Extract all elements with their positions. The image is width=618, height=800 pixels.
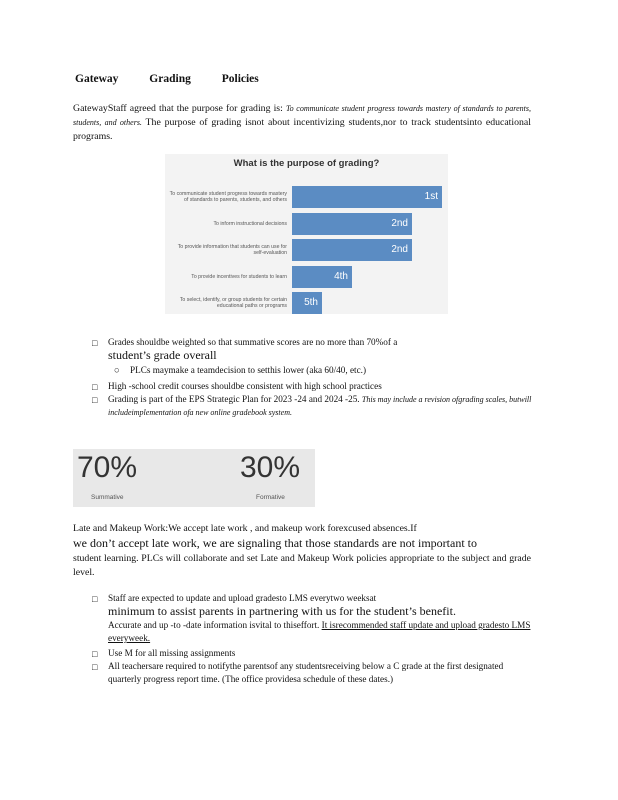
bar [292, 186, 442, 208]
late-work-paragraph [73, 522, 531, 580]
list-item [92, 660, 532, 686]
purpose-tail: The purpose of grading isnot about incentivizing students,nor to track studentsinto educational programs. [73, 117, 531, 142]
list-item [92, 393, 532, 419]
bar [292, 213, 412, 235]
bar-row [165, 292, 448, 314]
bullet-text: Use M for all missing assignments [108, 648, 236, 658]
bullet-text: minimum to assist parents in partnering with us for the student’s benefit. [108, 604, 456, 618]
bullet-icon: □ [92, 338, 98, 348]
bar-category-label: To inform instructional decisions [213, 220, 287, 227]
bullet-text: All teachersare required to notifythe parentsof any studentsreceiving below a C grade at the first designated quarterly progress report time. (The office providesa schedule of these dates.) [108, 661, 504, 684]
bullet-text: student’s grade overall [108, 348, 217, 362]
late-work-text: Late and Makeup Work:We accept late work , and makeup work forexcused absences.If [73, 523, 417, 534]
bullet-text: Grades shouldbe weighted so that summative scores are no more than 70%of a [108, 337, 398, 347]
bar-category-label: To communicate student progress towards mastery of standards to parents, students, and others [169, 191, 287, 203]
bar-row [165, 213, 448, 235]
list-item [92, 592, 532, 645]
bar-category-label: To provide incentives for students to learn [191, 273, 287, 280]
purpose-statement: To communicate student progress towards mastery of standards to parents, students, and others. [73, 104, 531, 127]
bullet-text: This may include a revision ofgrading scales, butwill includeimplementation ofa new online gradebook system. [108, 395, 532, 417]
bar-category-label: To select, identify, or group students for certain educational paths or programs [179, 297, 287, 309]
bullet-icon: □ [92, 594, 98, 604]
bullet-text: Accurate and up -to -date information isvital to thiseffort. [108, 620, 322, 630]
bar [292, 239, 412, 261]
bullet-icon: □ [92, 662, 98, 672]
staff-expectations-list [92, 592, 532, 686]
bar [292, 292, 322, 314]
bar-category-label: To provide information that students can use for self-evaluation [177, 244, 287, 256]
formative-percent: 30% [240, 451, 301, 484]
list-item [92, 364, 532, 377]
page-title: Gateway Grading Policies [75, 73, 259, 85]
bar-rank-label: 4th [334, 270, 348, 282]
bullet-text: High -school credit courses shouldbe consistent with high school practices [108, 381, 382, 391]
bar-rank-label: 2nd [391, 244, 408, 255]
grading-policy-list [92, 336, 532, 419]
bar-rank-label: 5th [304, 297, 318, 308]
bullet-text: PLCs maymake a teamdecision to setthis lower (aka 60/40, etc.) [130, 365, 367, 375]
summative-percent: 70% [77, 451, 138, 484]
bullet-text: Staff are expected to update and upload gradesto LMS everytwo weeksat [108, 593, 377, 603]
list-item [92, 336, 532, 363]
circle-bullet-icon: ○ [114, 365, 120, 375]
bar-row [165, 239, 448, 261]
grading-purpose-chart [165, 154, 448, 314]
summative-label: Summative [91, 494, 124, 501]
grading-purpose-paragraph [73, 102, 531, 144]
late-work-emphasis: we don’t accept late work, we are signaling that those standards are not important to [73, 536, 477, 550]
bar-row [165, 186, 448, 208]
bullet-icon: □ [92, 395, 98, 405]
grade-weight-panel [73, 449, 315, 507]
bullet-text: Grading is part of the EPS Strategic Plan for 2023 -24 and 2024 -25. [108, 394, 362, 404]
bar-row [165, 266, 448, 288]
bar-rank-label: 1st [424, 191, 438, 202]
list-item [92, 380, 532, 393]
bar [292, 266, 352, 288]
bullet-icon: □ [92, 382, 98, 392]
purpose-lead: GatewayStaff agreed that the purpose for grading is: [73, 103, 286, 114]
list-item [92, 647, 532, 660]
bar-rank-label: 2nd [391, 217, 408, 229]
bullet-icon: □ [92, 649, 98, 659]
recommendation-text: It isrecommended staff update and upload gradesto LMS everyweek. [108, 620, 531, 643]
chart-title: What is the purpose of grading? [233, 158, 380, 169]
late-work-text: student learning. PLCs will collaborate and set Late and Makeup Work policies appropriate to the subject and grade level. [73, 553, 531, 578]
formative-label: Formative [256, 494, 285, 501]
